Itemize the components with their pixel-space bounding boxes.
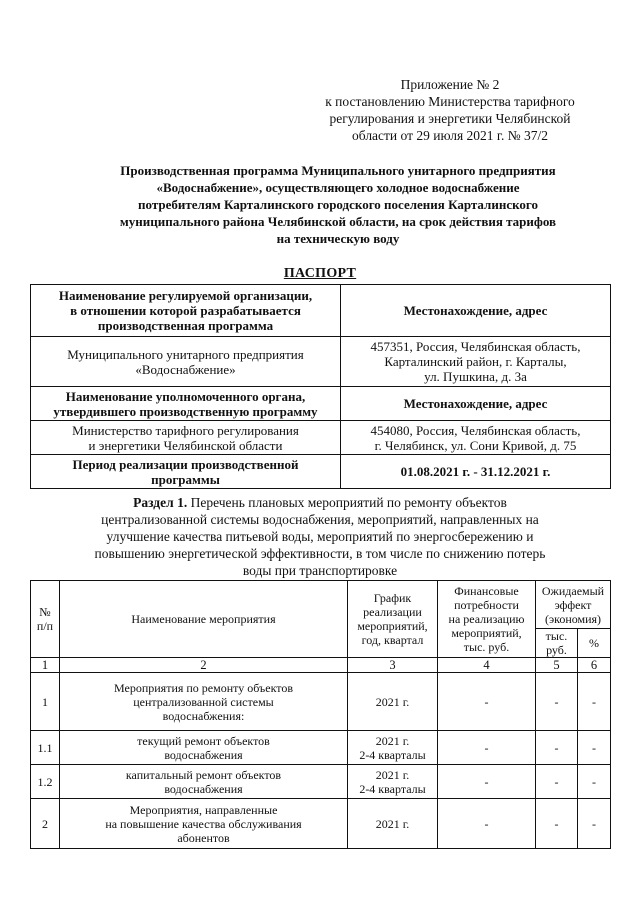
section-line: улучшение качества питьевой воды, мероприятий по энергосбережению и	[106, 529, 534, 544]
passport-cell-address-label: Местонахождение, адрес	[341, 387, 611, 421]
row-effect-rub: -	[536, 673, 578, 731]
passport-cell-authority-label: Наименование уполномоченного органа, утвердившего производственную программу	[31, 387, 341, 421]
passport-cell-address-label: Местонахождение, адрес	[341, 285, 611, 337]
row-number: 2	[31, 799, 60, 849]
passport-row	[31, 455, 611, 489]
row-effect-pct: -	[578, 799, 611, 849]
passport-row	[31, 337, 611, 387]
header-effect: Ожидаемый эффект (экономия)	[536, 581, 611, 629]
passport-table	[30, 284, 611, 489]
title-line: Производственная программа Муниципального унитарного предприятия	[120, 163, 556, 178]
row-effect-rub: -	[536, 799, 578, 849]
passport-cell-org-address: 457351, Россия, Челябинская область, Карталинский район, г. Карталы, ул. Пушкина, д. 3а	[341, 337, 611, 387]
row-number: 1	[31, 673, 60, 731]
program-title	[60, 162, 616, 247]
row-effect-rub: -	[536, 765, 578, 799]
passport-cell-authority-name: Министерство тарифного регулирования и энергетики Челябинской области	[31, 421, 341, 455]
header-number: № п/п	[31, 581, 60, 658]
column-number: 3	[348, 658, 438, 673]
row-schedule: 2021 г. 2-4 кварталы	[348, 731, 438, 765]
section-line: централизованной системы водоснабжения, мероприятий, направленных на	[101, 512, 539, 527]
column-number: 4	[438, 658, 536, 673]
row-schedule: 2021 г. 2-4 кварталы	[348, 765, 438, 799]
section-line: воды при транспортировке	[242, 563, 398, 578]
appendix-note	[300, 76, 600, 144]
row-schedule: 2021 г.	[348, 673, 438, 731]
table-row	[31, 673, 611, 731]
section-text: Перечень плановых мероприятий по ремонту объектов	[187, 495, 507, 510]
appendix-line: к постановлению Министерства тарифного	[325, 94, 575, 109]
passport-cell-period-label: Период реализации производственной программы	[31, 455, 341, 489]
passport-cell-org-name: Муниципального унитарного предприятия «Водоснабжение»	[31, 337, 341, 387]
header-effect-pct: %	[578, 629, 611, 658]
appendix-line: области от 29 июля 2021 г. № 37/2	[352, 128, 548, 143]
column-number: 2	[60, 658, 348, 673]
passport-cell-period-value: 01.08.2021 г. - 31.12.2021 г.	[341, 455, 611, 489]
passport-row	[31, 387, 611, 421]
row-schedule: 2021 г.	[348, 799, 438, 849]
section-label: Раздел 1.	[133, 495, 188, 510]
passport-row	[31, 421, 611, 455]
row-finance: -	[438, 673, 536, 731]
title-line: муниципального района Челябинской области, на срок действия тарифов	[119, 214, 557, 229]
column-number: 6	[578, 658, 611, 673]
row-number: 1.2	[31, 765, 60, 799]
section-line	[40, 494, 600, 511]
passport-cell-authority-address: 454080, Россия, Челябинская область, г. Челябинск, ул. Сони Кривой, д. 75	[341, 421, 611, 455]
row-effect-pct: -	[578, 731, 611, 765]
passport-heading: ПАСПОРТ	[283, 266, 357, 281]
header-schedule: График реализации мероприятий, год, квартал	[348, 581, 438, 658]
row-effect-rub: -	[536, 731, 578, 765]
title-line: «Водоснабжение», осуществляющего холодное водоснабжение	[156, 180, 520, 195]
appendix-line: регулирования и энергетики Челябинской	[329, 111, 571, 126]
row-finance: -	[438, 799, 536, 849]
title-line: потребителям Карталинского городского поселения Карталинского	[138, 197, 538, 212]
header-name: Наименование мероприятия	[60, 581, 348, 658]
appendix-line: Приложение № 2	[400, 77, 500, 92]
table-row	[31, 799, 611, 849]
title-line: на техническую воду	[276, 231, 400, 246]
column-number-row	[31, 658, 611, 673]
row-finance: -	[438, 731, 536, 765]
row-effect-pct: -	[578, 765, 611, 799]
row-name: текущий ремонт объектов водоснабжения	[60, 731, 348, 765]
section-heading	[40, 494, 600, 579]
plan-table	[30, 580, 611, 849]
header-effect-rub: тыс. руб.	[536, 629, 578, 658]
row-name: Мероприятия, направленные на повышение качества обслуживания абонентов	[60, 799, 348, 849]
row-finance: -	[438, 765, 536, 799]
table-row	[31, 731, 611, 765]
row-effect-pct: -	[578, 673, 611, 731]
plan-header-row	[31, 581, 611, 629]
row-number: 1.1	[31, 731, 60, 765]
passport-row	[31, 285, 611, 337]
column-number: 5	[536, 658, 578, 673]
header-finance: Финансовые потребности на реализацию мероприятий, тыс. руб.	[438, 581, 536, 658]
table-row	[31, 765, 611, 799]
row-name: Мероприятия по ремонту объектов централизованной системы водоснабжения:	[60, 673, 348, 731]
section-line: повышению энергетической эффективности, в том числе по снижению потерь	[94, 546, 546, 561]
row-name: капитальный ремонт объектов водоснабжения	[60, 765, 348, 799]
column-number: 1	[31, 658, 60, 673]
passport-cell-org-label: Наименование регулируемой организации, в отношении которой разрабатывается производственная программа	[31, 285, 341, 337]
